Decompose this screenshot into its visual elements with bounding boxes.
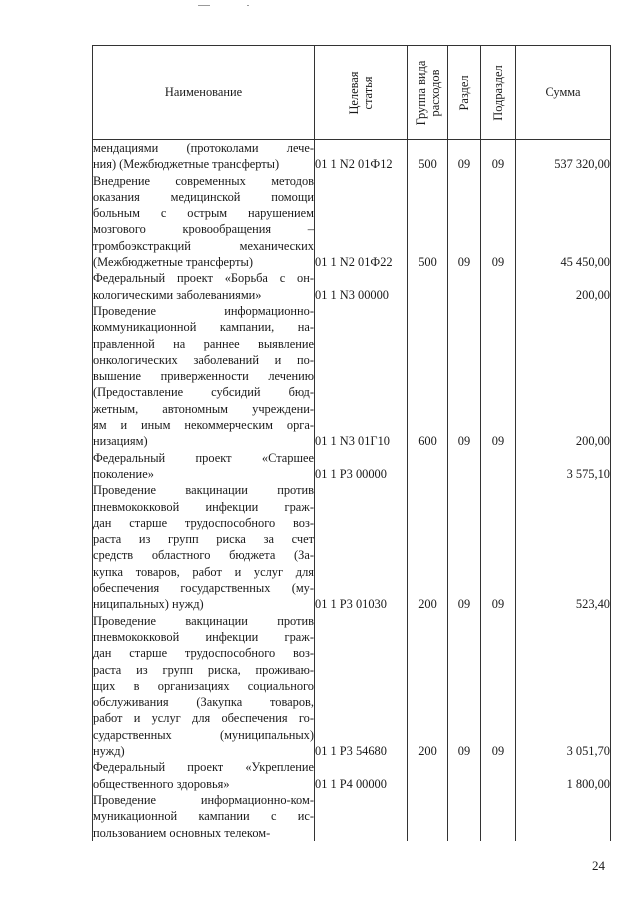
row-sum — [516, 482, 611, 612]
row-subsection — [481, 613, 516, 760]
row-section — [448, 482, 481, 612]
row-expense-group-value — [408, 450, 447, 466]
row-name-line: кологическими заболеваниями» — [93, 287, 262, 302]
row-name-line: вышение приверженности лечению — [93, 369, 314, 384]
row-section-value: 09 — [457, 157, 471, 172]
row-name-cell — [93, 140, 315, 173]
row-section-value: 09 — [457, 434, 471, 449]
row-name-cell — [93, 482, 315, 612]
row-sum — [516, 140, 611, 173]
row-name-line: (Предоставление субсидий бюд- — [93, 385, 314, 400]
header-target-line2: статья — [361, 76, 375, 110]
row-name-line: Федеральный проект «Борьба с он- — [93, 271, 314, 286]
row-expense-group-value: 600 — [418, 434, 437, 449]
row-name-line: ниципальных) нужд) — [93, 597, 204, 612]
row-target-article-value: 01 1 P4 00000 — [315, 776, 387, 791]
row-subsection-value — [481, 450, 515, 466]
table-row — [93, 482, 611, 612]
row-name-line: поколение» — [93, 466, 154, 481]
row-expense-group — [408, 270, 448, 303]
row-sum-value — [516, 792, 610, 825]
row-sum — [516, 450, 611, 483]
row-name-line: муникационной кампании с ис- — [93, 809, 314, 824]
row-subsection — [481, 482, 516, 612]
table-header-row — [93, 46, 611, 140]
row-expense-group — [408, 173, 448, 271]
row-expense-group — [408, 140, 448, 173]
header-subsection — [481, 46, 516, 140]
row-sum-value: 3 575,10 — [566, 466, 610, 481]
row-subsection-value: 09 — [491, 157, 505, 172]
table-row — [93, 613, 611, 760]
row-subsection — [481, 303, 516, 450]
row-name-line: средств областного бюджета (За- — [93, 548, 314, 563]
row-name-cell — [93, 303, 315, 450]
row-subsection-value: 09 — [491, 434, 505, 449]
row-name-line: оказания медицинской помощи — [93, 189, 314, 204]
row-name-line: коммуникационной кампании, на- — [93, 320, 314, 335]
row-section-value: 09 — [457, 597, 471, 612]
row-expense-group-value: 200 — [418, 597, 437, 612]
header-subsection-text: Подраздел — [491, 64, 505, 121]
row-sum — [516, 613, 611, 760]
scan-mark — [247, 5, 249, 6]
header-name: Наименование — [93, 46, 315, 140]
row-target-article-value: 01 1 P3 54680 — [315, 744, 387, 759]
row-section — [448, 303, 481, 450]
row-name-line: сударственных (муниципальных) — [93, 727, 314, 742]
row-expense-group-value: 200 — [418, 744, 437, 759]
header-expense-group — [408, 46, 448, 140]
row-target-article — [315, 792, 408, 841]
row-name-line: жетным, автономным учреждени- — [93, 401, 314, 416]
row-name-line: дан старше трудоспособного воз- — [93, 515, 314, 530]
row-name-line: мендациями (протоколами лече- — [93, 141, 314, 155]
row-name-line: раста из групп риска за счет — [93, 532, 314, 547]
row-subsection-value: 09 — [491, 597, 505, 612]
row-target-article — [315, 270, 408, 303]
row-name-cell — [93, 792, 315, 841]
row-sum — [516, 303, 611, 450]
header-section — [448, 46, 481, 140]
row-subsection — [481, 140, 516, 173]
row-expense-group-value — [408, 270, 447, 286]
row-sum-value: 3 051,70 — [566, 744, 610, 759]
scan-mark — [198, 5, 210, 6]
row-name-line: правленной на раннее выявление — [93, 336, 314, 351]
row-section — [448, 270, 481, 303]
row-sum-value: 45 450,00 — [560, 255, 610, 270]
row-sum — [516, 270, 611, 303]
row-target-article-value: 01 1 N3 00000 — [315, 287, 389, 302]
row-expense-group — [408, 303, 448, 450]
header-group-line2: расходов — [427, 69, 442, 116]
row-name-line: мозгового кровообращения – — [93, 222, 314, 237]
row-name-line: нужд) — [93, 744, 125, 759]
row-expense-group-value — [408, 759, 447, 775]
table-row — [93, 792, 611, 841]
row-name-line: Федеральный проект «Старшее — [93, 450, 314, 465]
row-name-line: дан старше трудоспособного воз- — [93, 646, 314, 661]
row-target-article-value: 01 1 N2 01Ф12 — [315, 157, 393, 172]
row-section — [448, 140, 481, 173]
row-target-article — [315, 173, 408, 271]
row-sum-value: 537 320,00 — [554, 157, 610, 172]
table-row — [93, 270, 611, 303]
row-name-line: ния) (Межбюджетные трансферты) — [93, 157, 280, 172]
row-section-value — [448, 759, 480, 775]
row-target-article — [315, 759, 408, 792]
header-target-article — [315, 46, 408, 140]
row-name-cell — [93, 270, 315, 303]
row-name-line: онкологических заболеваний и по- — [93, 352, 314, 367]
row-target-article-value: 01 1 P3 00000 — [315, 466, 387, 481]
row-name-line: низациям) — [93, 434, 148, 449]
row-name-line: пневмококковой инфекции граж- — [93, 499, 314, 514]
row-target-article — [315, 303, 408, 450]
row-name-line: тромбоэкстракций механических — [93, 238, 314, 253]
row-target-article — [315, 450, 408, 483]
row-expense-group — [408, 759, 448, 792]
row-name-line: Проведение вакцинации против — [93, 613, 314, 628]
table-row — [93, 450, 611, 483]
row-subsection — [481, 173, 516, 271]
row-target-article-value: 01 1 N2 01Ф22 — [315, 255, 393, 270]
row-name-line: Проведение информационно-ком- — [93, 792, 314, 807]
row-sum — [516, 759, 611, 792]
table-body — [93, 140, 611, 841]
row-sum-value: 523,40 — [575, 597, 610, 612]
row-expense-group — [408, 450, 448, 483]
row-subsection-value: 09 — [491, 744, 505, 759]
row-name-line: купка товаров, работ и услуг для — [93, 564, 314, 579]
row-subsection-value: 09 — [491, 255, 505, 270]
row-name-cell — [93, 173, 315, 271]
row-section-value: 09 — [457, 255, 471, 270]
row-sum-value: 1 800,00 — [566, 776, 610, 791]
row-section-value — [448, 270, 480, 286]
table-row — [93, 173, 611, 271]
row-target-article-value: 01 1 P3 01030 — [315, 597, 387, 612]
row-subsection-value — [481, 270, 515, 286]
row-target-article — [315, 140, 408, 173]
row-name-line: Внедрение современных методов — [93, 173, 314, 188]
row-name-cell — [93, 759, 315, 792]
row-name-line: ям и иным некоммерческим орга- — [93, 418, 314, 433]
row-sum-value: 200,00 — [575, 287, 610, 302]
row-expense-group-value: 500 — [418, 157, 437, 172]
row-subsection-value — [481, 759, 515, 775]
row-name-line: работ и услуг для обеспечения го- — [93, 711, 314, 726]
row-name-line: пользованием основных телеком- — [93, 825, 271, 840]
row-name-cell — [93, 613, 315, 760]
row-subsection — [481, 792, 516, 841]
row-subsection — [481, 450, 516, 483]
row-section-value — [448, 792, 480, 825]
row-expense-group-value: 500 — [418, 255, 437, 270]
row-name-line: щих в организациях социального — [93, 678, 314, 693]
row-sum-value: 200,00 — [575, 434, 610, 449]
row-name-line: (Межбюджетные трансферты) — [93, 255, 253, 270]
row-expense-group — [408, 792, 448, 841]
row-name-line: общественного здоровья» — [93, 776, 230, 791]
row-subsection — [481, 759, 516, 792]
header-sum: Сумма — [516, 46, 611, 140]
row-name-cell — [93, 450, 315, 483]
page-number: 24 — [592, 858, 605, 873]
row-target-article-value — [315, 792, 407, 825]
table-row — [93, 759, 611, 792]
row-name-line: Проведение вакцинации против — [93, 483, 314, 498]
row-name-line: больным с острым нарушением — [93, 206, 314, 221]
row-sum — [516, 792, 611, 841]
header-target-line1: Целевая — [347, 70, 361, 115]
row-section — [448, 173, 481, 271]
table-row — [93, 140, 611, 173]
row-subsection-value — [481, 792, 515, 825]
row-target-article-value: 01 1 N3 01Г10 — [315, 434, 390, 449]
row-target-article — [315, 613, 408, 760]
row-expense-group — [408, 613, 448, 760]
row-subsection — [481, 270, 516, 303]
budget-table — [92, 45, 611, 841]
row-section — [448, 613, 481, 760]
row-name-line: обслуживания (Закупка товаров, — [93, 695, 314, 710]
row-section — [448, 450, 481, 483]
row-section — [448, 759, 481, 792]
header-section-text: Раздел — [457, 74, 471, 111]
table-row — [93, 303, 611, 450]
row-section-value: 09 — [457, 744, 471, 759]
row-target-article — [315, 482, 408, 612]
row-section-value — [448, 450, 480, 466]
row-name-line: обеспечения государственных (му- — [93, 581, 314, 596]
row-expense-group-value — [408, 792, 447, 825]
row-section — [448, 792, 481, 841]
row-name-line: раста из групп риска, проживаю- — [93, 662, 314, 677]
row-sum — [516, 173, 611, 271]
row-expense-group — [408, 482, 448, 612]
row-name-line: Проведение информационно- — [93, 303, 314, 318]
row-name-line: пневмококковой инфекции граж- — [93, 629, 314, 644]
header-group-line1: Группа вида — [413, 60, 428, 125]
row-name-line: Федеральный проект «Укрепление — [93, 760, 314, 775]
